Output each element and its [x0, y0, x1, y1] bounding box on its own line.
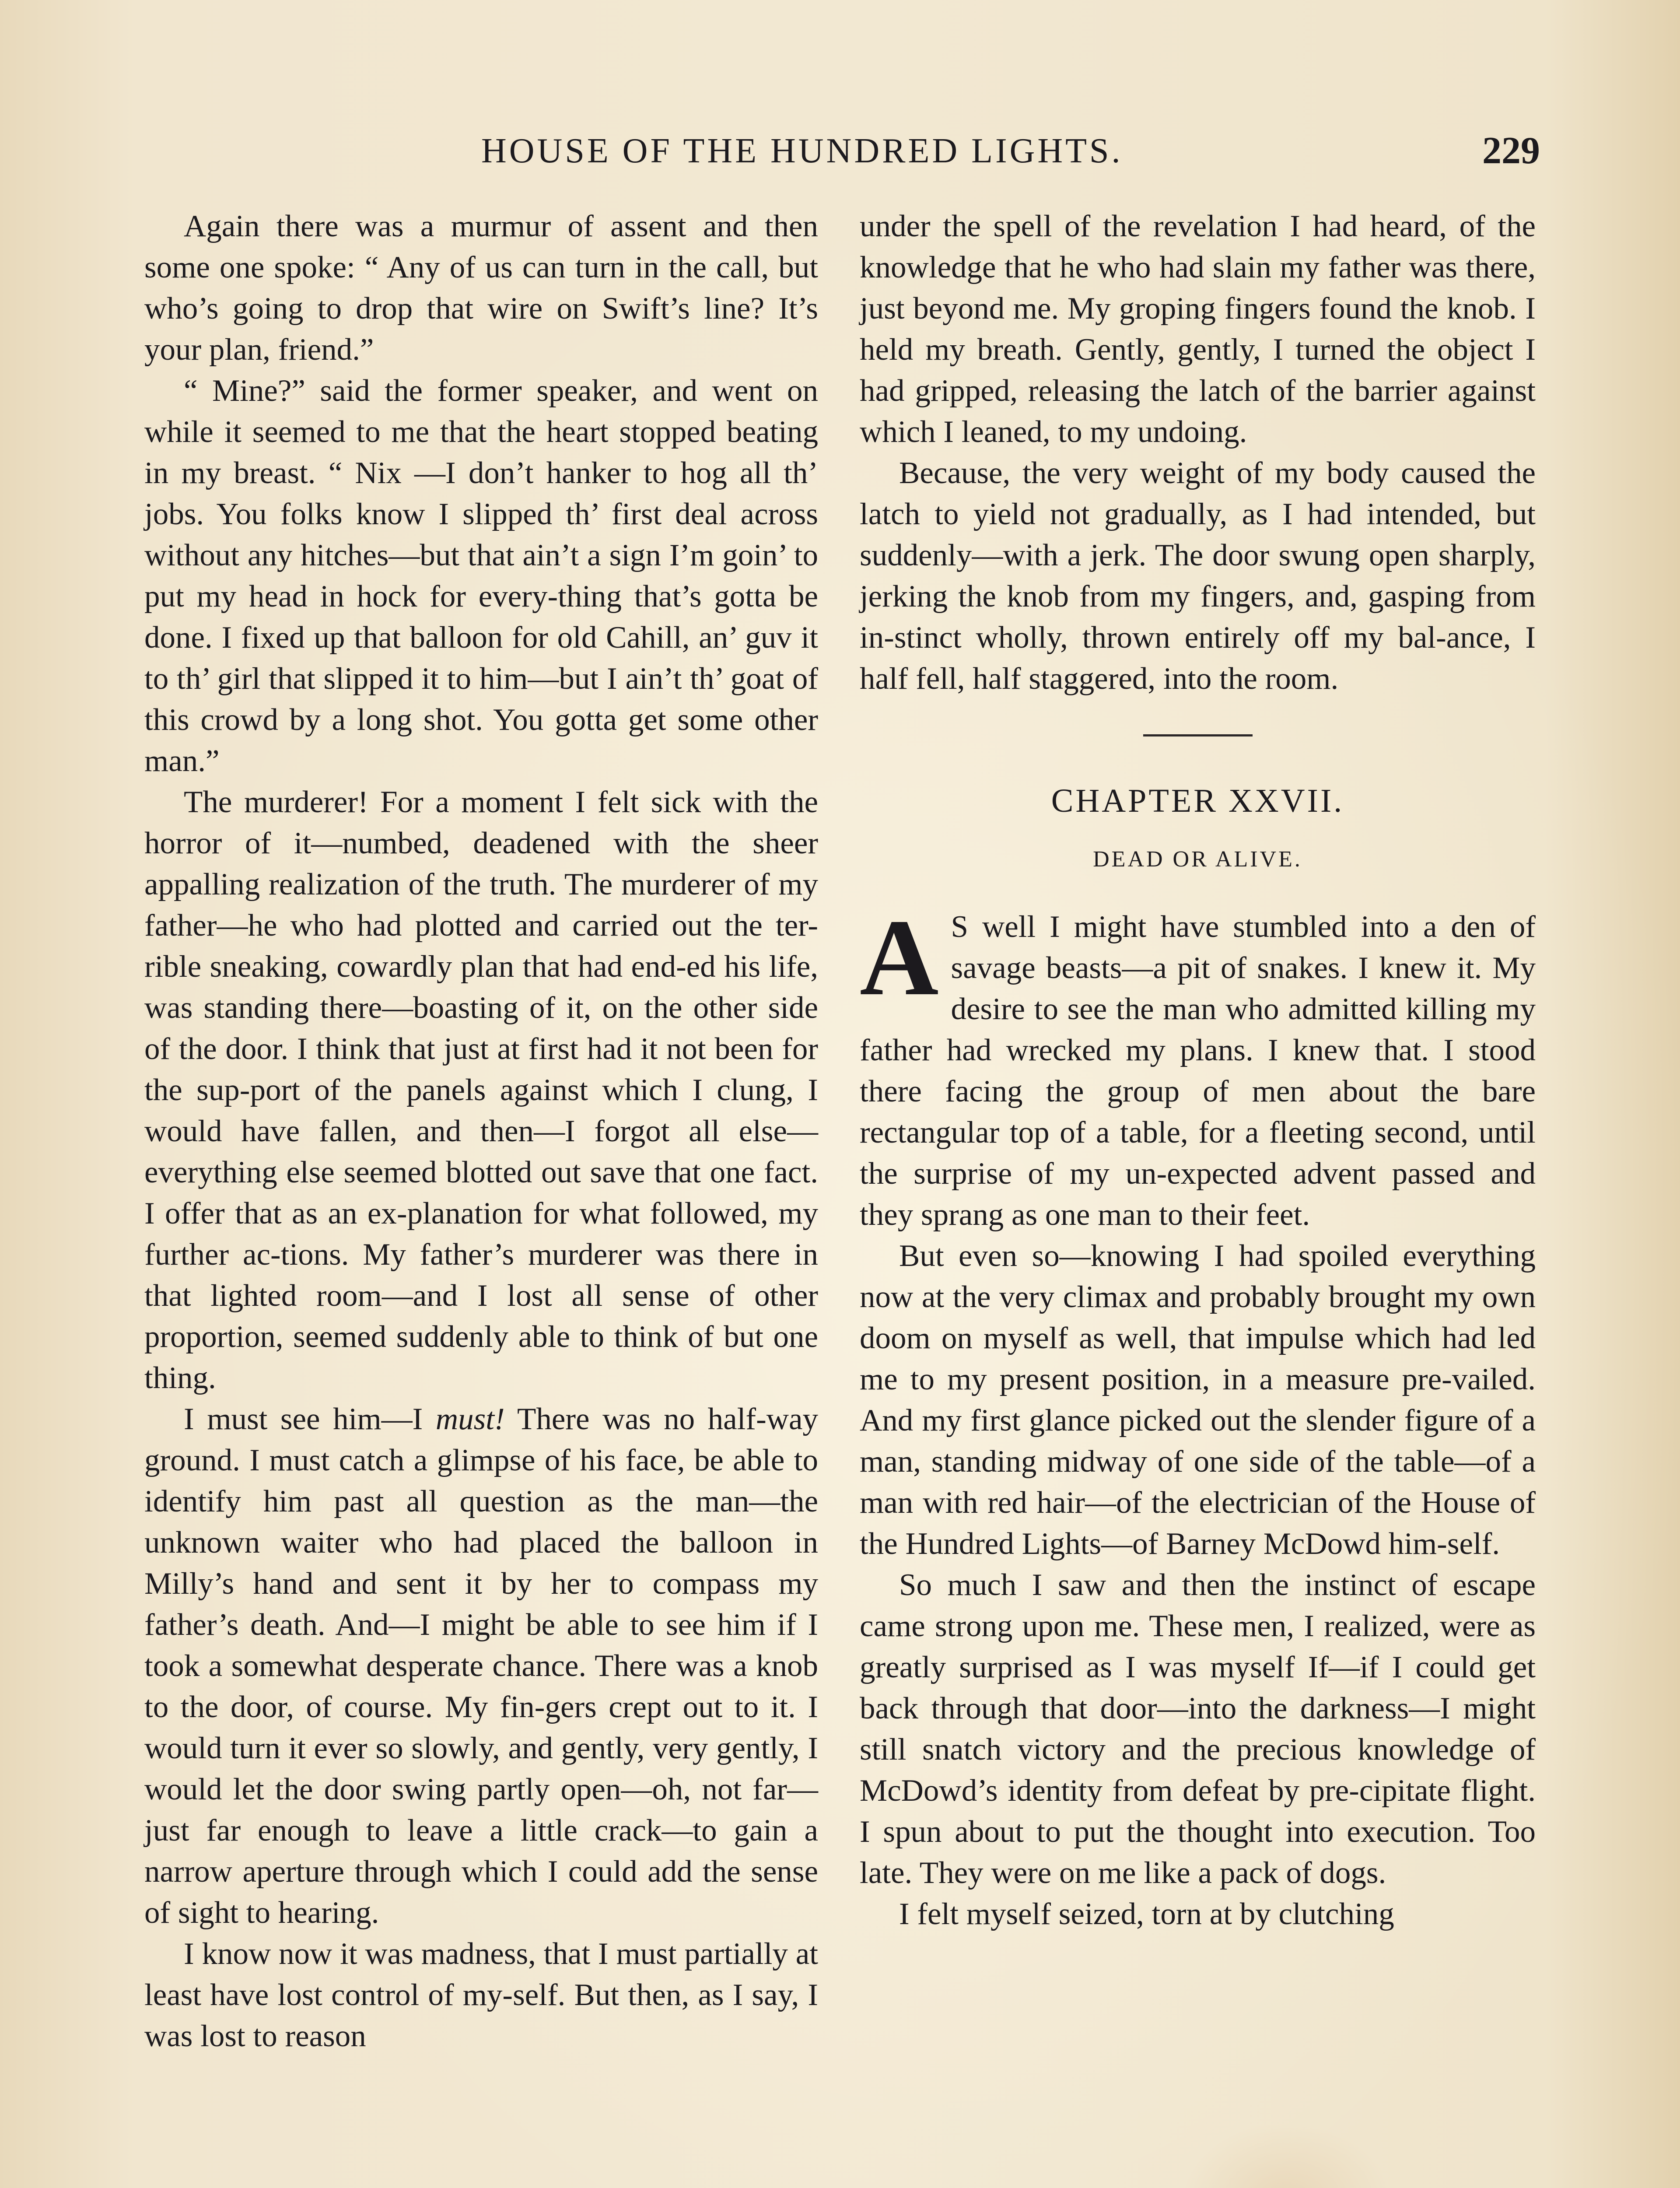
left-column [144, 206, 818, 2057]
chapter-subtitle: DEAD OR ALIVE. [1093, 847, 1302, 872]
page-number: 229 [1482, 130, 1540, 172]
paragraph: “ Mine?” said the former speaker, and went on while it seemed to me that the heart stopped beating in my breast. “ Nix —I don’t hanker to hog all th’ jobs. You folks know I slipped th’ first deal across without any hitches—but that ain’t a sign I’m goin’ to put my head in hock for every-thing that’s gotta be done. I fixed up that balloon for old Cahill, an’ guv it to th’ girl that slipped it to him—but I ain’t th’ goat of this crowd by a long shot. You gotta get some other man.” [144, 374, 818, 778]
paper-stain [1181, 2122, 1391, 2188]
paragraph: So much I saw and then the instinct of escape came strong upon me. These men, I realized, were as greatly surprised as I was myself If—if I could get back through that door—into the darkness—I might still snatch victory and the precious knowledge of McDowd’s identity from defeat by pre-cipitate flight. I spun about to put the thought into execution. Too late. They were on me like a pack of dogs. [860, 1568, 1536, 1890]
section-divider [1143, 734, 1253, 736]
paragraph: Again there was a murmur of assent and then some one spoke: “ Any of us can turn in the call, but who’s going to drop that wire on Swift’s line? It’s your plan, friend.” [144, 209, 818, 367]
drop-cap: A [860, 897, 939, 1018]
paragraph: But even so—knowing I had spoiled everything now at the very climax and probably brought my own doom on myself as well, that impulse which had led me to my present position, in a measure pre-vailed. And my first glance picked out the slender figure of a man, standing midway of one side of the table—of a man with red hair—of the electrician of the House of the Hundred Lights—of Barney McDowd him-self. [860, 1239, 1536, 1561]
paragraph: The murderer! For a moment I felt sick with the horror of it—numbed, deadened with the sheer appalling realization of the truth. The murderer of my father—he who had plotted and carried out the ter-rible sneaking, cowardly plan that had end-ed his life, was standing there—boasting of it, on the other side of the door. I think that just at first had it not been for the sup-port of the panels against which I clung, I would have fallen, and then—I forgot all else—everything else seemed blotted out save that one fact. I offer that as an ex-planation for what followed, my further ac-tions. My father’s murderer was there in that lighted room—and I lost all sense of other proportion, seemed suddenly able to think of but one thing. [144, 785, 818, 1395]
paragraph-text: I must see him—I [184, 1402, 436, 1436]
emphasis-text: must! [435, 1402, 505, 1436]
paragraph-text: S well I might have stumbled into a den of savage beasts—a pit of snakes. I knew it. My desire to see the man who admitted killing my father had wrecked my plans. I knew that. I stood there facing the group of men about the bare rectangular top of a table, for a fleeting second, until the surprise of my un-expected advent passed and they sprang as one man to their feet. [860, 910, 1536, 1232]
paragraph: Because, the very weight of my body caused the latch to yield not gradually, as I had intended, but suddenly—with a jerk. The door swung open sharply, jerking the knob from my fingers, and, gasping from in-stinct wholly, thrown entirely off my bal-ance, I half fell, half staggered, into the room. [860, 456, 1536, 696]
chapter-title: CHAPTER XXVII. [1051, 782, 1344, 819]
page-header [144, 131, 1540, 179]
paragraph: I felt myself seized, torn at by clutching [899, 1897, 1394, 1931]
running-title: HOUSE OF THE HUNDRED LIGHTS. [481, 132, 1123, 170]
paragraph-continuation: under the spell of the revelation I had heard, of the knowledge that he who had slain my father was there, just beyond me. My groping fingers found the knob. I held my breath. Gently, gently, I turned the object I had gripped, releasing the latch of the barrier against which I leaned, to my undoing. [860, 209, 1536, 449]
right-column [860, 206, 1536, 1935]
paragraph-text: There was no half-way ground. I must catch a glimpse of his face, be able to identify him past all question as the man—the unknown waiter who had placed the balloon in Milly’s hand and sent it by her to compass my father’s death. And—I might be able to see him if I took a somewhat desperate chance. There was a knob to the door, of course. My fin-gers crept out to it. I would turn it ever so slowly, and gently, very gently, I would let the door swing partly open—oh, not far—just far enough to leave a little crack—to gain a narrow aperture through which I could add the sense of sight to hearing. [144, 1402, 818, 1930]
paragraph: I know now it was madness, that I must partially at least have lost control of my-self. But then, as I say, I was lost to reason [144, 1937, 818, 2053]
chapter-first-paragraph [860, 897, 1536, 1235]
paragraph [144, 1399, 818, 1933]
